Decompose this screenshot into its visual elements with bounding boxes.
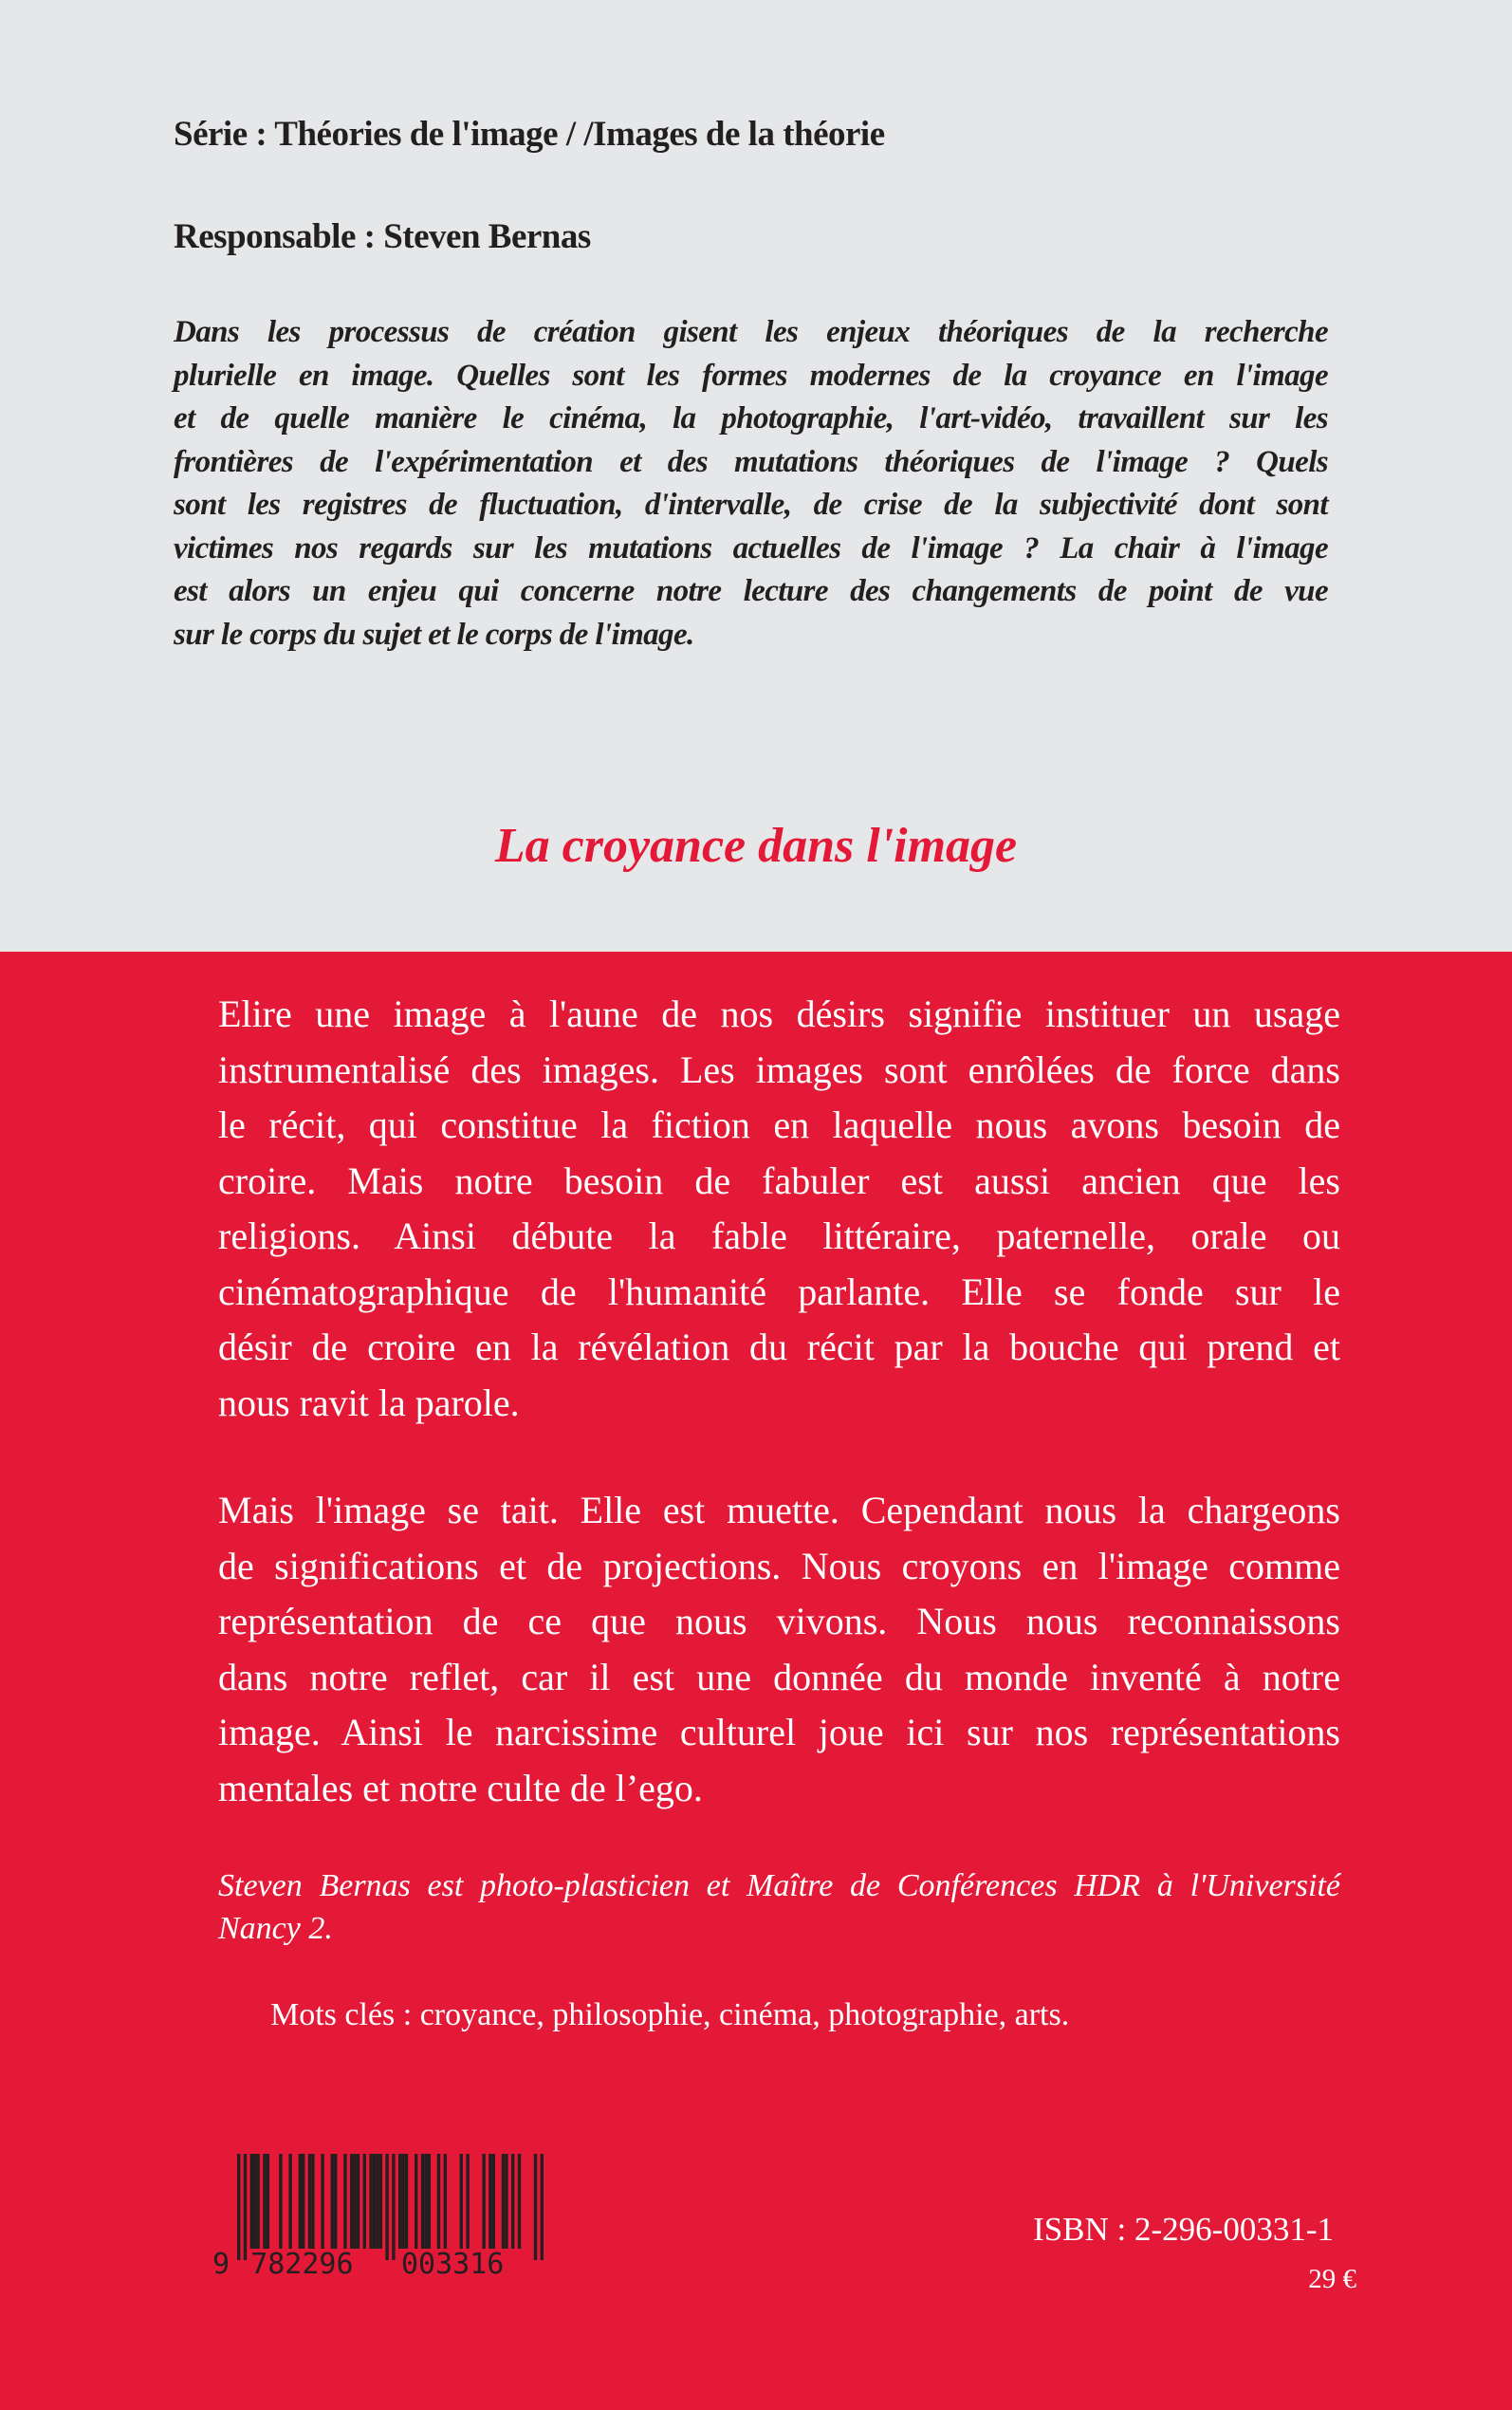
barcode-bar [437, 2154, 440, 2249]
barcode-bar [460, 2154, 463, 2249]
barcode-bar [363, 2154, 366, 2249]
barcode-bar [376, 2154, 378, 2249]
barcode-bar [518, 2154, 521, 2249]
barcode-bar [373, 2154, 376, 2249]
barcode-bar [279, 2154, 282, 2249]
barcode-bar [343, 2154, 346, 2249]
barcode-bar [428, 2154, 431, 2249]
text-line: plurielle en image. Quelles sont les formes modernes de la croyance en l'image [174, 358, 1328, 393]
text-line: de significations et de projections. Nous croyons en l'image comme [218, 1544, 1340, 1587]
text-line: Steven Bernas est photo-plasticien et Maître de Conférences HDR à l'Université [218, 1868, 1340, 1903]
text-line: victimes nos regards sur les mutations actuelles de l'image ? La chair à l'image [174, 530, 1328, 565]
responsable-heading: Responsable : Steven Bernas [174, 217, 591, 256]
barcode-bar [302, 2154, 304, 2249]
barcode-bar [534, 2154, 537, 2260]
barcode-bar [369, 2154, 372, 2249]
text-line: image. Ainsi le narcissime culturel joue ici sur nos représentations [218, 1711, 1340, 1753]
barcode-bar [482, 2154, 485, 2249]
barcode-digits: 9 [212, 2248, 230, 2277]
isbn: ISBN : 2-296-00331-1 [1033, 2211, 1334, 2248]
text-line: Mais l'image se tait. Elle est muette. Cependant nous la chargeons [218, 1489, 1340, 1531]
barcode-bar [444, 2154, 447, 2249]
barcode-bar [263, 2154, 266, 2249]
barcode-bar [421, 2154, 424, 2249]
text-line: religions. Ainsi débute la fable littéraire, paternelle, orale ou [218, 1214, 1340, 1257]
book-title: La croyance dans l'image [494, 819, 1018, 873]
barcode-bar [502, 2154, 505, 2249]
barcode-digits: 782296 [250, 2248, 354, 2277]
cover-top-panel [0, 0, 1512, 952]
barcode-bar [401, 2154, 404, 2249]
text-line: le récit, qui constitue la fiction en laquelle nous avons besoin de [218, 1103, 1340, 1146]
barcode-bar [541, 2154, 544, 2260]
barcode-bar [334, 2154, 337, 2249]
series-blurb [174, 311, 1328, 657]
barcode-bar [244, 2154, 247, 2260]
text-line: est alors un enjeu qui concerne notre lecture des changements de point de vue [174, 574, 1328, 608]
text-line: Elire une image à l'aune de nos désirs signifie instituer un usage [218, 992, 1340, 1035]
barcode-digits: 003316 [401, 2248, 505, 2277]
barcode-bar [511, 2154, 514, 2249]
barcode-bar [350, 2154, 353, 2249]
author-bio [218, 1864, 1340, 1950]
text-line: frontières de l'expérimentation et des mutations théoriques de l'image ? Quels [174, 444, 1328, 479]
text-line: Dans les processus de création gisent les enjeux théoriques de la recherche [174, 315, 1328, 349]
barcode-bar [424, 2154, 427, 2249]
barcode-bar [321, 2154, 323, 2249]
barcode-bar [398, 2154, 401, 2249]
barcode-bar [299, 2154, 302, 2249]
text-line: croire. Mais notre besoin de fabuler est aussi ancien que les [218, 1159, 1340, 1202]
text-line: sont les registres de fluctuation, d'intervalle, de crise de la subjectivité dont sont [174, 488, 1328, 522]
barcode-bar [357, 2154, 360, 2249]
price: 29 € [1308, 2264, 1356, 2294]
barcode-bar [250, 2154, 253, 2249]
text-line: instrumentalisé des images. Les images sont enrôlées de force dans [218, 1047, 1340, 1091]
text-line: nous ravit la parole. [218, 1381, 520, 1424]
barcode-bar [237, 2154, 240, 2260]
summary-paragraph-1 [218, 987, 1340, 1431]
series-heading: Série : Théories de l'image / /Images de la théorie [174, 115, 885, 154]
text-line: Nancy 2. [218, 1911, 333, 1946]
barcode-bar [379, 2154, 382, 2249]
barcode-bar [288, 2154, 291, 2249]
barcode-bar [308, 2154, 311, 2249]
barcode-bar [415, 2154, 417, 2249]
text-line: et de quelle manière le cinéma, la photographie, l'art-vidéo, travaillent sur les [174, 401, 1328, 436]
barcode-bar [385, 2154, 388, 2260]
barcode-bar [466, 2154, 469, 2249]
summary-paragraph-2 [218, 1483, 1340, 1816]
barcode [211, 2154, 562, 2277]
barcode-bar [331, 2154, 334, 2249]
text-line: cinématographique de l'humanité parlante. Elle se fonde sur le [218, 1270, 1340, 1313]
text-line: représentation de ce que nous vivons. Nous nous reconnaissons [218, 1600, 1340, 1642]
barcode-bar [405, 2154, 408, 2249]
text-line: dans notre reflet, car il est une donnée du monde inventé à notre [218, 1655, 1340, 1698]
text-line: mentales et notre culte de l’ego. [218, 1766, 703, 1809]
keywords: Mots clés : croyance, philosophie, cinéma, photographie, arts. [270, 1997, 1070, 2032]
barcode-bar [492, 2154, 495, 2249]
barcode-bar [353, 2154, 356, 2249]
barcode-bar [311, 2154, 314, 2249]
text-line: sur le corps du sujet et le corps de l'image. [174, 617, 694, 652]
barcode-bar [489, 2154, 491, 2249]
barcode-bar [253, 2154, 256, 2249]
barcode-bar [392, 2154, 395, 2260]
text-line: désir de croire en la révélation du récit par la bouche qui prend et [218, 1326, 1340, 1368]
barcode-bar [256, 2154, 259, 2249]
barcode-bar [267, 2154, 269, 2249]
barcode-bar [505, 2154, 507, 2249]
